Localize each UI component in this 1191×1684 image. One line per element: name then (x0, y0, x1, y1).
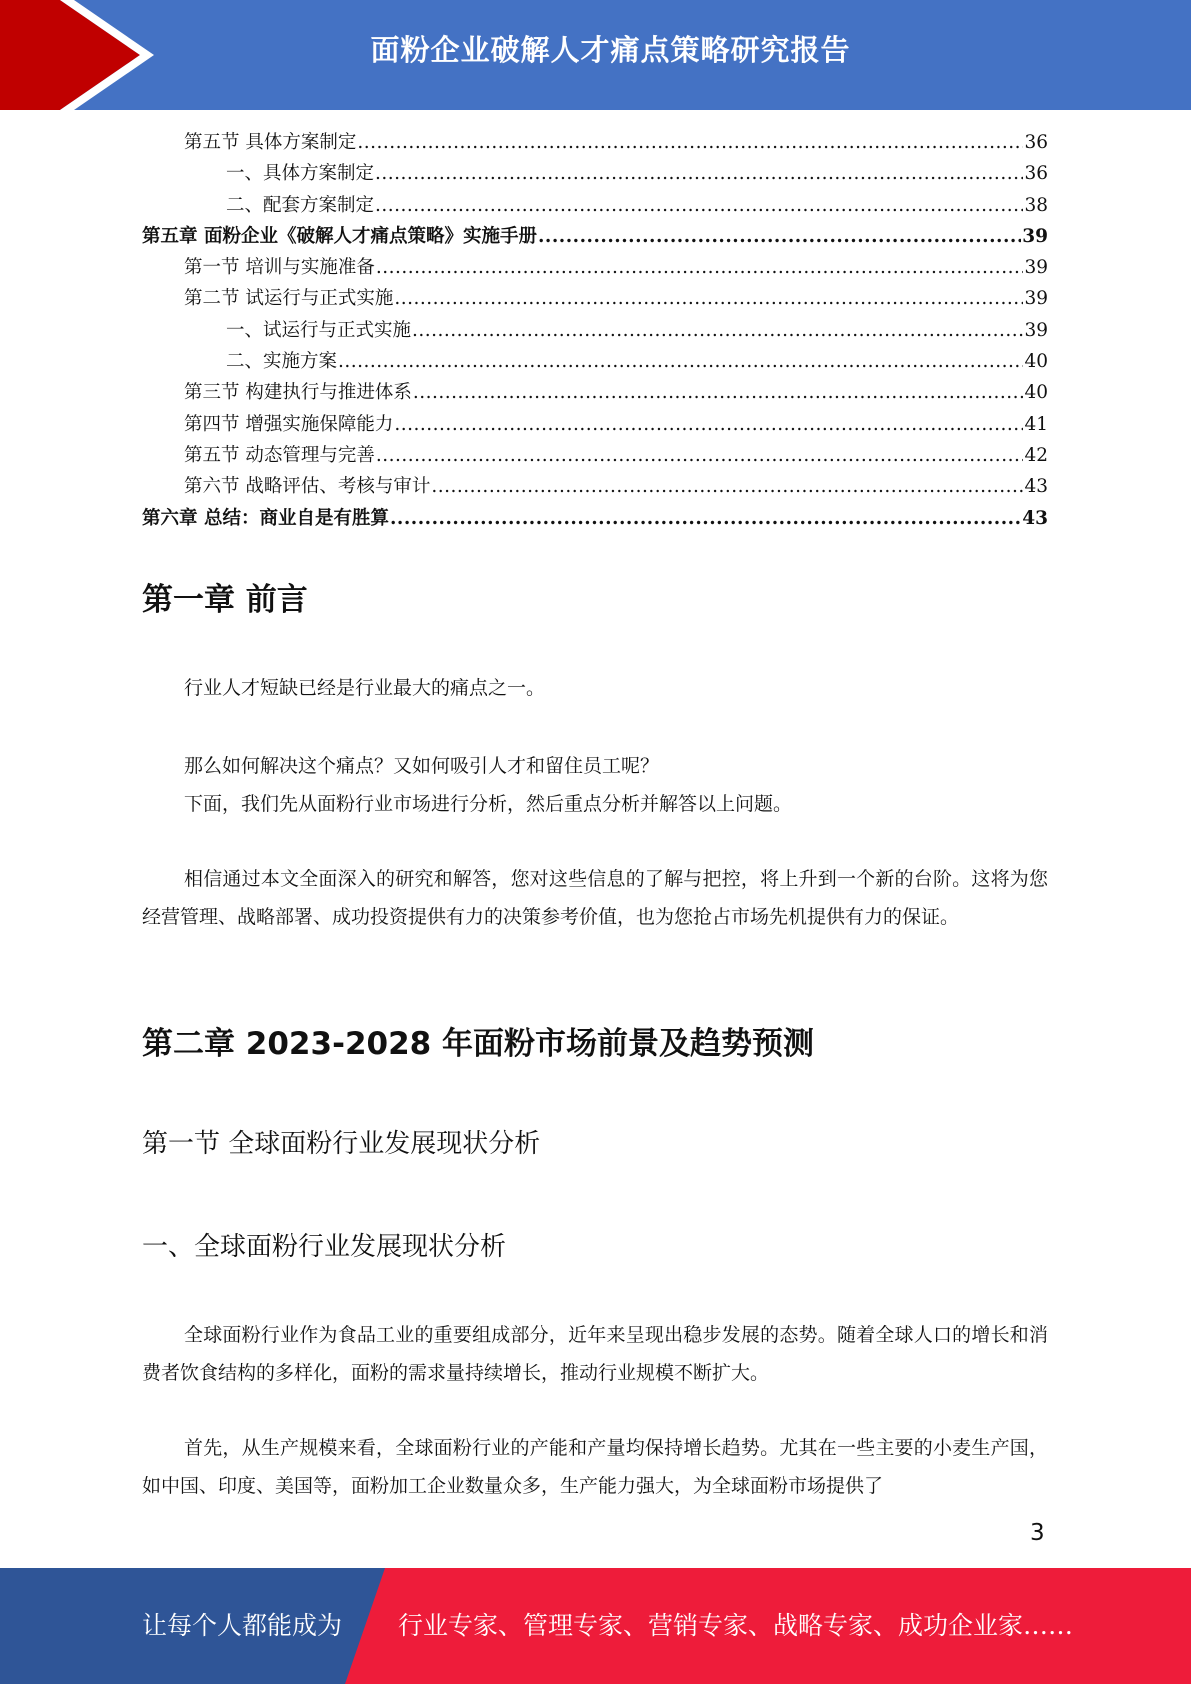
toc-entry[interactable] (142, 472, 1048, 503)
toc-entry-page: 39 (1024, 319, 1048, 341)
toc-entry[interactable] (142, 191, 1048, 222)
report-title: 面粉企业破解人才痛点策略研究报告 (370, 33, 851, 67)
toc-entry[interactable] (142, 222, 1048, 253)
paragraph: 那么如何解决这个痛点？又如何吸引人才和留住员工呢？ (184, 755, 660, 777)
toc-entry-page: 42 (1024, 444, 1048, 466)
toc-entry[interactable] (142, 128, 1048, 159)
toc-entry-page: 40 (1024, 382, 1048, 404)
toc-leader-dots (376, 257, 1024, 278)
toc-entry-page: 39 (1024, 288, 1048, 310)
section-heading: 第一节 全球面粉行业发展现状分析 (142, 1129, 541, 1159)
toc-entry[interactable] (142, 378, 1048, 409)
toc-entry-label: 二、配套方案制定 (226, 194, 375, 216)
paragraph: 首先，从生产规模来看，全球面粉行业的产能和产量均保持增长趋势。尤其在一些主要的小麦生产国，如中国、印度、美国等，面粉加工企业数量众多，生产能力强大，为全球面粉市场提供了 (142, 1437, 1048, 1497)
paragraph: 相信通过本文全面深入的研究和解答，您对这些信息的了解与把控，将上升到一个新的台阶。这将为您经营管理、战略部署、成功投资提供有力的决策参考价值，也为您抢占市场先机提供有力的保证。 (142, 868, 1048, 928)
paragraph: 下面，我们先从面粉行业市场进行分析，然后重点分析并解答以上问题。 (184, 793, 793, 815)
toc-leader-dots (412, 320, 1023, 341)
toc-entry-label: 第三节 构建执行与推进体系 (184, 382, 412, 404)
toc-entry-label: 第六章 总结：商业自是有胜算 (142, 507, 389, 529)
toc-entry[interactable] (142, 284, 1048, 315)
toc-entry-label: 二、实施方案 (226, 351, 338, 373)
toc-leader-dots (375, 163, 1023, 184)
toc-leader-dots (538, 226, 1021, 247)
toc-entry-label: 一、具体方案制定 (226, 163, 375, 185)
paragraph: 全球面粉行业作为食品工业的重要组成部分，近年来呈现出稳步发展的态势。随着全球人口的增长和消费者饮食结构的多样化，面粉的需求量持续增长，推动行业规模不断扩大。 (142, 1324, 1048, 1384)
toc-leader-dots (338, 351, 1023, 372)
toc-entry[interactable] (142, 410, 1048, 441)
toc-entry-page: 43 (1022, 507, 1048, 529)
toc-leader-dots (390, 508, 1021, 529)
toc-leader-dots (375, 195, 1023, 216)
toc-entry[interactable] (142, 253, 1048, 284)
toc-entry-label: 第二节 试运行与正式实施 (184, 288, 394, 310)
table-of-contents (142, 128, 1048, 535)
page-number: 3 (1030, 1520, 1045, 1546)
toc-leader-dots (357, 132, 1023, 153)
toc-entry-page: 39 (1022, 225, 1048, 247)
chapter-2-heading: 第二章 2023-2028 年面粉市场前景及趋势预测 (142, 1026, 815, 1062)
chapter-1-heading: 第一章 前言 (142, 582, 308, 618)
toc-leader-dots (376, 445, 1024, 466)
toc-entry[interactable] (142, 441, 1048, 472)
footer-slogan-left: 让每个人都能成为 (142, 1611, 343, 1640)
toc-entry[interactable] (142, 159, 1048, 190)
toc-leader-dots (394, 414, 1023, 435)
paragraph: 行业人才短缺已经是行业最大的痛点之一。 (184, 677, 546, 699)
toc-entry-page: 43 (1024, 476, 1048, 498)
toc-leader-dots (394, 288, 1023, 309)
toc-entry-page: 40 (1024, 351, 1048, 373)
toc-leader-dots (413, 382, 1024, 403)
toc-entry-label: 第六节 战略评估、考核与审计 (184, 476, 431, 498)
toc-entry-label: 第一节 培训与实施准备 (184, 257, 375, 279)
page-footer (0, 1568, 1191, 1684)
toc-entry[interactable] (142, 504, 1048, 535)
subsection-heading: 一、全球面粉行业发展现状分析 (142, 1232, 507, 1262)
toc-entry-page: 36 (1024, 132, 1048, 153)
toc-entry-label: 一、试运行与正式实施 (226, 319, 412, 341)
toc-leader-dots (431, 476, 1023, 497)
footer-slogan-right: 行业专家、管理专家、营销专家、战略专家、成功企业家…… (398, 1611, 1074, 1640)
toc-entry-label: 第五节 具体方案制定 (184, 132, 357, 153)
toc-entry-page: 36 (1024, 163, 1048, 185)
toc-entry-label: 第五节 动态管理与完善 (184, 444, 375, 466)
toc-entry[interactable] (142, 316, 1048, 347)
toc-entry-page: 41 (1024, 413, 1048, 435)
page-header (0, 0, 1191, 110)
toc-entry-label: 第四节 增强实施保障能力 (184, 413, 394, 435)
toc-entry-label: 第五章 面粉企业《破解人才痛点策略》实施手册 (142, 225, 537, 247)
toc-entry[interactable] (142, 347, 1048, 378)
toc-entry-page: 39 (1024, 257, 1048, 279)
toc-entry-page: 38 (1024, 194, 1048, 216)
